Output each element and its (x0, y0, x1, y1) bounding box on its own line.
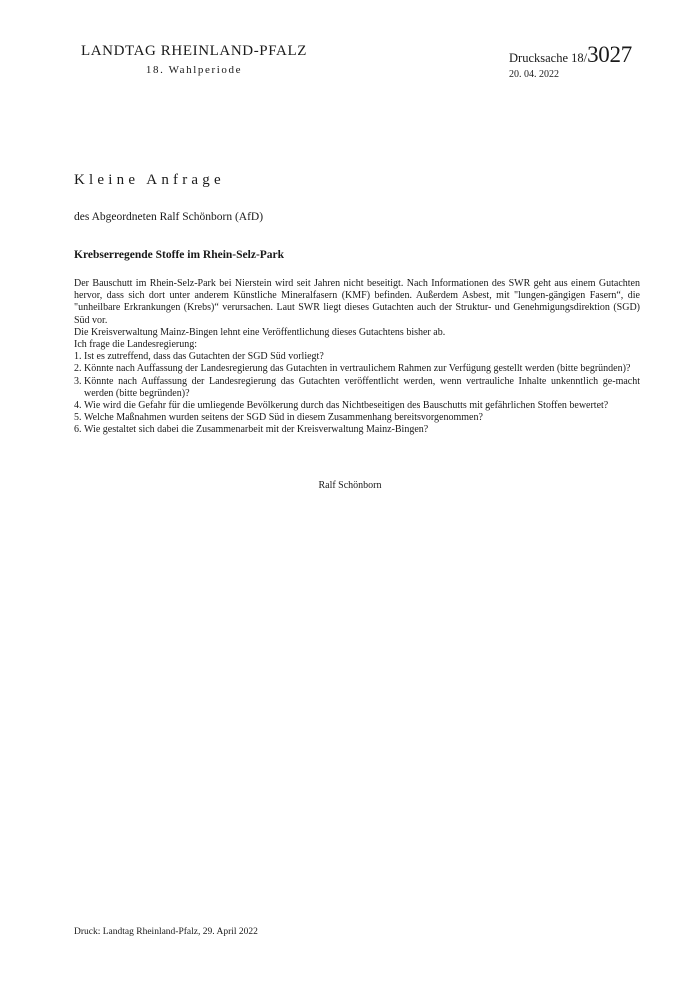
question-text: Wie gestaltet sich dabei die Zusammenarbeit mit der Kreisverwaltung Mainz-Bingen? (84, 424, 429, 436)
question-item (74, 376, 640, 400)
question-text: Könnte nach Auffassung der Landesregierung das Gutachten veröffentlicht werden, wenn vertrauliche Inhalte unkenntlich ge-macht werden (bitte begründen)? (84, 375, 640, 399)
author-line: des Abgeordneten Ralf Schönborn (AfD) (74, 211, 264, 223)
drucksache-label: Drucksache 18/ (509, 51, 588, 65)
question-number: 3. (74, 375, 82, 387)
question-item (74, 412, 640, 424)
parliament-name: LANDTAG RHEINLAND-PFALZ (80, 43, 308, 59)
drucksache-id (509, 44, 669, 68)
document-body (74, 278, 640, 437)
question-text: Ist es zutreffend, dass das Gutachten der SGD Süd vorliegt? (84, 351, 324, 363)
drucksache-number: 3027 (587, 42, 632, 67)
question-text: Welche Maßnahmen wurden seitens der SGD Süd in diesem Zusammenhang bereitsvorgenommen? (84, 412, 483, 424)
intro-paragraph: Die Kreisverwaltung Mainz-Bingen lehnt eine Veröffentlichung dieses Gutachtens bisher ab. (74, 326, 446, 338)
print-footer: Druck: Landtag Rheinland-Pfalz, 29. April 2022 (74, 927, 258, 937)
question-number: 1. (74, 351, 82, 363)
question-item (74, 351, 640, 363)
intro-paragraph: Der Bauschutt im Rhein-Selz-Park bei Nierstein wird seit Jahren nicht beseitigt. Nach Informationen des SWR geht aus einem Gutachten hervor, dass sich dort unter anderem Künstliche Mineralfasern (KMF) befinden. Außerdem Asbest, mit "lungen-gängigen Fasern“, die "unheilbare Erkrankungen (Krebs)“ verursachen. Laut SWR liegt dieses Gutachten auch der Struktur- und Genehmigungsdirektion (SGD) Süd vor. (74, 278, 640, 326)
intro-paragraph: Ich frage die Landesregierung: (74, 339, 197, 351)
drucksache-date: 20. 04. 2022 (509, 69, 559, 80)
question-item (74, 363, 640, 375)
question-number: 2. (74, 363, 82, 375)
question-item (74, 400, 640, 412)
signature: Ralf Schönborn (318, 480, 382, 491)
question-text: Wie wird die Gefahr für die umliegende Bevölkerung durch das Nichtbeseitigen des Bauschutts mit gefährlichen Stoffen bewertet? (84, 400, 609, 412)
question-item (74, 424, 640, 436)
legislative-period: 18. Wahlperiode (145, 64, 243, 76)
question-list (74, 351, 640, 436)
drucksache-block (509, 44, 669, 81)
parliament-header (74, 42, 314, 78)
question-number: 5. (74, 412, 82, 424)
question-number: 6. (74, 424, 82, 436)
document-type: Kleine Anfrage (74, 172, 225, 188)
question-text: Könnte nach Auffassung der Landesregierung das Gutachten in vertraulichem Rahmen zur Verfügung gestellt werden (bitte begründen)? (84, 363, 631, 375)
question-number: 4. (74, 400, 82, 412)
document-subject: Krebserregende Stoffe im Rhein-Selz-Park (74, 249, 285, 261)
